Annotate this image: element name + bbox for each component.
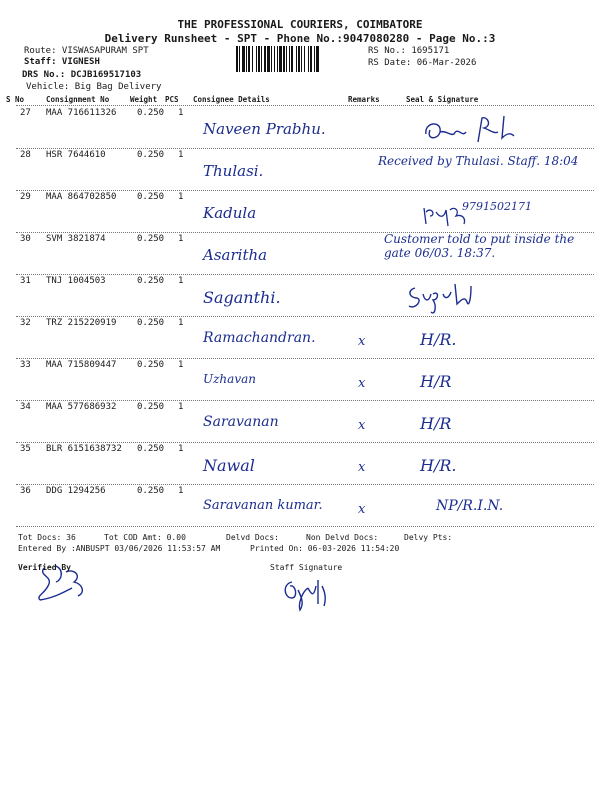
row-pcs: 1 [178,234,184,244]
row-consignment-no: MAA 577686932 [46,402,117,412]
runsheet-subtitle: Delivery Runsheet - SPT - Phone No.:9047080280 - Page No.:3 [104,32,496,45]
row-weight: 0.250 [137,486,165,496]
row-divider [16,148,594,149]
row-seal-signature: H/R. [420,456,457,475]
barcode-bar [316,46,319,72]
row-consignment-no: TRZ 215220919 [46,318,117,328]
row-weight: 0.250 [137,234,165,244]
row-consignee-handwritten: Saravanan [203,414,279,430]
row-consignment-no: HSR 7644610 [46,150,106,160]
row-weight: 0.250 [137,402,165,412]
staff-signature-scribble [278,574,332,614]
row-pcs: 1 [178,444,184,454]
barcode-bar [314,46,315,72]
barcode-bar [310,46,312,72]
barcode-bar [301,46,302,72]
row-divider [16,316,594,317]
row-remarks-mark: x [358,418,366,433]
route-label: Route: VISWASAPURAM SPT [24,46,149,56]
barcode-bar [242,46,245,72]
barcode-bar [283,46,285,72]
col-header-seal: Seal & Signature [406,95,479,104]
row-weight: 0.250 [137,318,165,328]
row-remarks-mark: x [358,376,366,391]
row-weight: 0.250 [137,192,165,202]
barcode-bar [248,46,250,72]
row-sno: 28 [20,150,31,160]
signature-scribble-row31 [405,280,475,320]
row-consignee-handwritten: Ramachandran. [203,330,316,346]
barcode-bar [277,46,278,72]
row-sno: 32 [20,318,31,328]
barcode-bar [236,46,238,72]
rs-date: RS Date: 06-Mar-2026 [368,58,477,68]
barcode-bar [271,46,272,72]
barcode-bar [261,46,262,72]
vehicle-label: Vehicle: Big Bag Delivery [26,82,162,92]
company-title: THE PROFESSIONAL COURIERS, COIMBATORE [177,18,423,31]
row-pcs: 1 [178,150,184,160]
row-seal-signature: Received by Thulasi. Staff. 18:04 [378,154,579,168]
row-weight: 0.250 [137,150,165,160]
row-sno: 27 [20,108,31,118]
row-seal-signature: 9791502171 [462,200,532,213]
barcode-bar [308,46,309,72]
col-header-consignment: Consignment No [46,95,110,104]
barcode-bar [256,46,257,72]
row-sno: 31 [20,276,31,286]
barcode-bar [258,46,260,72]
row-sno: 33 [20,360,31,370]
row-consignment-no: MAA 864702850 [46,192,117,202]
header-divider [16,105,594,106]
row-consignee-handwritten: Naveen Prabhu. [203,120,326,138]
col-header-weight: Weight [130,95,158,104]
barcode-bar [279,46,282,72]
verified-by-label: Verified By [18,563,71,572]
barcode-bar [304,46,305,72]
rs-number: RS No.: 1695171 [368,46,450,56]
row-pcs: 1 [178,108,184,118]
row-sno: 35 [20,444,31,454]
drs-number: DRS No.: DCJB169517103 [22,70,142,80]
row-divider [16,526,594,527]
barcode-bar [267,46,270,72]
col-header-sno: S No [6,95,25,104]
row-pcs: 1 [178,318,184,328]
row-seal-signature: H/R. [420,330,457,349]
row-divider [16,358,594,359]
non-delivered-docs: Non Delvd Docs: [306,533,379,542]
barcode-bar [252,46,253,72]
row-seal-signature: Customer told to put inside the gate 06/03. 18:37. [384,232,575,260]
barcode-bar [289,46,290,72]
row-divider [16,442,594,443]
col-header-consignee: Consignee Details [193,95,270,104]
entered-by: Entered By :ANBUSPT 03/06/2026 11:53:57 AM [18,544,221,553]
barcode-bar [298,46,300,72]
barcode-bar [239,46,240,72]
row-sno: 36 [20,486,31,496]
row-sno: 29 [20,192,31,202]
row-consignment-no: MAA 716611326 [46,108,117,118]
row-divider [16,274,594,275]
delivery-points: Delvy Pts: [404,533,453,542]
row-weight: 0.250 [137,360,165,370]
row-pcs: 1 [178,486,184,496]
row-pcs: 1 [178,276,184,286]
barcode-bar [296,46,297,72]
row-seal-signature: NP/R.I.N. [436,498,504,514]
row-pcs: 1 [178,402,184,412]
row-sno: 30 [20,234,31,244]
barcode-bar [246,46,247,72]
col-header-pcs: PCS [165,95,179,104]
row-divider [16,400,594,401]
staff-signature-label: Staff Signature [270,563,343,572]
row-divider [16,484,594,485]
row-weight: 0.250 [137,444,165,454]
row-consignment-no: DDG 1294256 [46,486,106,496]
signature-scribble-row29 [420,202,470,228]
row-divider [16,190,594,191]
row-consignment-no: SVM 3821874 [46,234,106,244]
printed-on: Printed On: 06-03-2026 11:54:20 [250,544,400,553]
row-consignment-no: TNJ 1004503 [46,276,106,286]
row-consignee-handwritten: Uzhavan [203,372,256,386]
row-remarks-mark: x [358,502,366,517]
total-docs: Tot Docs: 36 [18,533,76,542]
barcode [236,46,364,72]
row-sno: 34 [20,402,31,412]
barcode-bar [264,46,266,72]
row-pcs: 1 [178,192,184,202]
row-consignee-handwritten: Nawal [203,456,255,475]
row-seal-signature: H/R [420,414,452,433]
row-pcs: 1 [178,360,184,370]
staff-label: Staff: VIGNESH [24,57,100,67]
row-consignment-no: MAA 715809447 [46,360,117,370]
total-cod-amount: Tot COD Amt: 0.00 [104,533,186,542]
barcode-bar [291,46,293,72]
row-remarks-mark: x [358,460,366,475]
row-remarks-mark: x [358,334,366,349]
signature-scribble-row27 [420,112,520,148]
row-weight: 0.250 [137,108,165,118]
col-header-remarks: Remarks [348,95,380,104]
row-seal-signature: H/R [420,372,452,391]
row-consignee-handwritten: Asaritha [203,246,268,264]
row-consignee-handwritten: Thulasi. [203,162,264,180]
barcode-bar [274,46,275,72]
row-consignee-handwritten: Saganthi. [203,288,281,307]
row-weight: 0.250 [137,276,165,286]
delivered-docs: Delvd Docs: [226,533,279,542]
barcode-bar [286,46,287,72]
row-consignee-handwritten: Kadula [203,204,257,222]
row-consignee-handwritten: Saravanan kumar. [203,498,323,513]
row-consignment-no: BLR 6151638732 [46,444,122,454]
